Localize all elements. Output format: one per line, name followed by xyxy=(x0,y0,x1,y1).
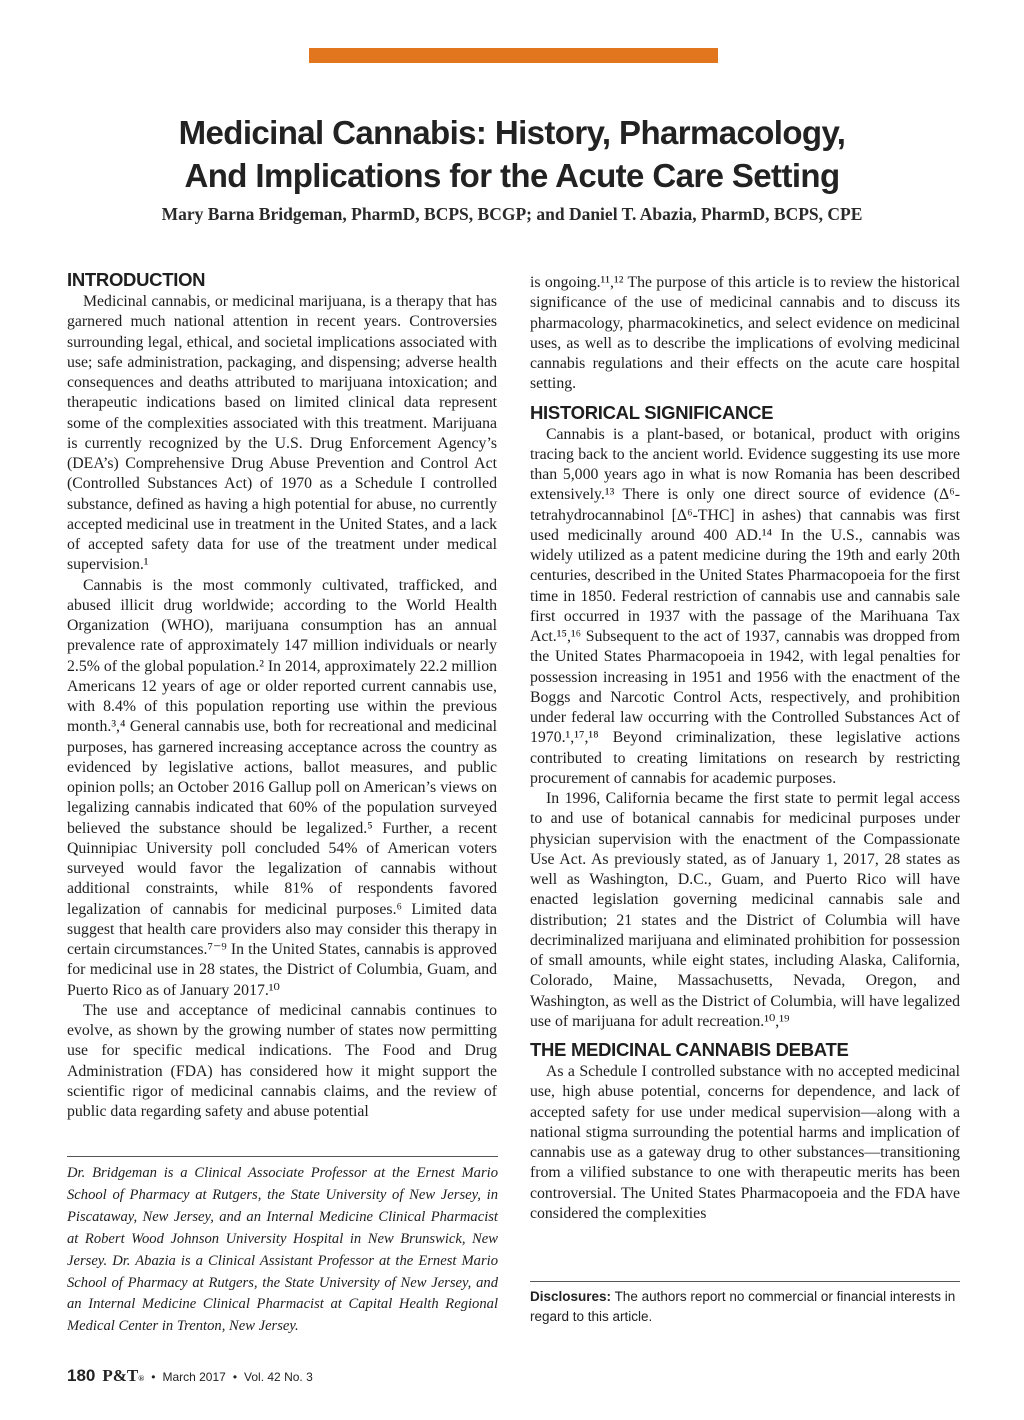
journal-title: P&T xyxy=(102,1366,139,1385)
introduction-paragraph-1: Medicinal cannabis, or medicinal marijuana, is a therapy that has garnered much national attention in recent years. Controversies surrounding legal, ethical, and societal implications associated with use; safe administration, packaging, and dispensing; adverse health consequences and deaths attributed to marijuana intoxication; and therapeutic indications based on limited clinical data represent some of the complexities associated with this treatment. Marijuana is currently recognized by the U.S. Drug Enforcement Agency’s (DEA’s) Comprehensive Drug Abuse Prevention and Control Act (Controlled Substances Act) of 1970 as a Schedule I controlled substance, defined as having a high potential for abuse, no currently accepted medicinal use in treatment in the United States, and a lack of accepted safety data for use of the treatment under medical supervision.¹ xyxy=(67,293,497,574)
introduction-paragraph-3: The use and acceptance of medicinal cannabis continues to evolve, as shown by the growing number of states now permitting use for specific medical indications. The Food and Drug Administration (FDA) has considered how it might support the scientific rigor of medicinal cannabis claims, and the review of public data regarding safety and abuse potential xyxy=(67,1001,497,1120)
journal-name xyxy=(102,1366,144,1386)
footnote-divider xyxy=(67,1156,498,1157)
historical-paragraph-1: Cannabis is a plant-based, or botanical, product with origins tracing back to the ancient world. Evidence suggesting its use more than 5,000 years ago in what is now Romania has been described extensively.¹³ There is only one direct source of evidence (Δ⁶-tetrahydrocannabinol [Δ⁶-THC] in ashes) that cannabis was first used medicinally around 400 AD.¹⁴ In the U.S., cannabis was widely utilized as a patent medicine during the 19th and early 20th centuries, described in the United States Pharmacopoeia for the first time in 1850. Federal restriction of cannabis use and cannabis sale first occurred in 1937 with the passage of the Marihuana Tax Act.¹⁵,¹⁶ Subsequent to the act of 1937, cannabis was dropped from the United States Pharmacopoeia in 1942, with legal penalties for possession increasing in 1951 and 1956 with the enactment of the Boggs and Narcotic Control Acts, respectively, and prohibition under federal law occurring with the Controlled Substances Act of 1970.¹,¹⁷,¹⁸ Beyond criminalization, these legislative actions contributed to creating limitations on research by restricting procurement of cannabis for academic purposes. xyxy=(530,425,960,787)
disclosures-label: Disclosures: xyxy=(530,1289,612,1304)
author-affiliations-footnote: Dr. Bridgeman is a Clinical Associate Professor at the Ernest Mario School of Pharmacy at Rutgers, the State University of New Jersey, in Piscataway, New Jersey, and an Internal Medicine Clinical Pharmacist at Robert Wood Johnson University Hospital in New Brunswick, New Jersey. Dr. Abazia is a Clinical Assistant Professor at the Ernest Mario School of Pharmacy at Rutgers, the State University of New Jersey, and an Internal Medicine Clinical Pharmacist at Capital Health Regional Medical Center in Trenton, New Jersey. xyxy=(67,1165,498,1335)
historical-heading: HISTORICAL SIGNIFICANCE xyxy=(530,401,774,423)
disclosures-text: The authors report no commercial or financial interests in regard to this article. xyxy=(530,1289,956,1324)
accent-bar xyxy=(309,48,718,63)
issue-date: March 2017 xyxy=(162,1370,226,1384)
registered-mark: ® xyxy=(138,1374,145,1383)
debate-heading: THE MEDICINAL CANNABIS DEBATE xyxy=(530,1039,849,1060)
footer-separator-1: • xyxy=(151,1370,156,1384)
authors-line: Mary Barna Bridgeman, PharmD, BCPS, BCGP; and Daniel T. Abazia, PharmD, BCPS, CPE xyxy=(161,204,863,224)
footer-separator-2: • xyxy=(232,1370,238,1384)
left-column xyxy=(67,268,497,1122)
debate-paragraph-1: As a Schedule I controlled substance with no accepted medicinal use, high abuse potential, concerns for dependence, and lack of accepted safety for use under medical supervision—along with a national stigma surrounding the potential harms and implication of cannabis use as a gateway drug to other substances—transitioning from a vilified substance to one with therapeutic merits has been controversial. The United States Pharmacopoeia and the FDA have considered the complexities xyxy=(530,1063,960,1222)
historical-paragraph-2: In 1996, California became the first state to permit legal access to and use of botanical cannabis for medicinal purposes under physician supervision with the enactment of the Compassionate Use Act. As previously stated, as of January 1, 2017, 28 states as well as Washington, D.C., Guam, and Puerto Rico will have enacted legislation governing medicinal cannabis sale and distribution; 21 states and the District of Columbia will have decriminalized marijuana and eliminated prohibition for possession of small amounts, while eight states, including Alaska, California, Colorado, Maine, Massachusetts, Nevada, Oregon, and Washington, as well as the District of Columbia, will have legalized use of marijuana for adult recreation.¹⁰,¹⁹ xyxy=(530,790,960,1030)
page-footer xyxy=(67,1366,313,1386)
title-line-1: Medicinal Cannabis: History, Pharmacology, xyxy=(178,114,846,151)
disclosures-divider xyxy=(530,1281,960,1282)
disclosures-note xyxy=(530,1287,960,1326)
page-number: 180 xyxy=(67,1366,96,1385)
volume-issue: Vol. 42 No. 3 xyxy=(244,1370,313,1384)
introduction-heading: INTRODUCTION xyxy=(67,269,206,290)
introduction-paragraph-2: Cannabis is the most commonly cultivated, trafficked, and abused illicit drug worldwide; according to the World Health Organization (WHO), marijuana consumption has an annual prevalence rate of approximately 147 million individuals or nearly 2.5% of the global population.² In 2014, approximately 22.2 million Americans 12 years of age or older reported current cannabis use, with 8.4% of this population reporting use within the previous month.³,⁴ General cannabis use, both for recreational and medicinal purposes, has garnered increasing acceptance across the country as evidenced by legislative actions, ballot measures, and public opinion polls; an October 2016 Gallup poll on American’s views on legalizing cannabis indicated that 60% of the population surveyed believed the substance should be legalized.⁵ Further, a recent Quinnipiac University poll concluded 54% of American voters surveyed would favor the legalization of cannabis without additional constraints, while 81% of respondents favored legalization of cannabis for medicinal purposes.⁶ Limited data suggest that health care providers also may consider this therapy in certain circumstances.⁷⁻⁹ In the United States, cannabis is approved for medicinal use in 28 states, the District of Columbia, Guam, and Puerto Rico as of January 2017.¹⁰ xyxy=(67,576,497,999)
title-line-2: And Implications for the Acute Care Setting xyxy=(184,157,840,194)
introduction-paragraph-continued: is ongoing.¹¹,¹² The purpose of this article is to review the historical significance of the use of medicinal cannabis and to discuss its pharmacology, pharmacokinetics, and select evidence on medicinal uses, as well as to describe the implications of evolving medicinal cannabis regulations and their effects on the acute care hospital setting. xyxy=(530,274,960,393)
right-column xyxy=(530,273,960,1224)
article-title xyxy=(0,111,1024,197)
